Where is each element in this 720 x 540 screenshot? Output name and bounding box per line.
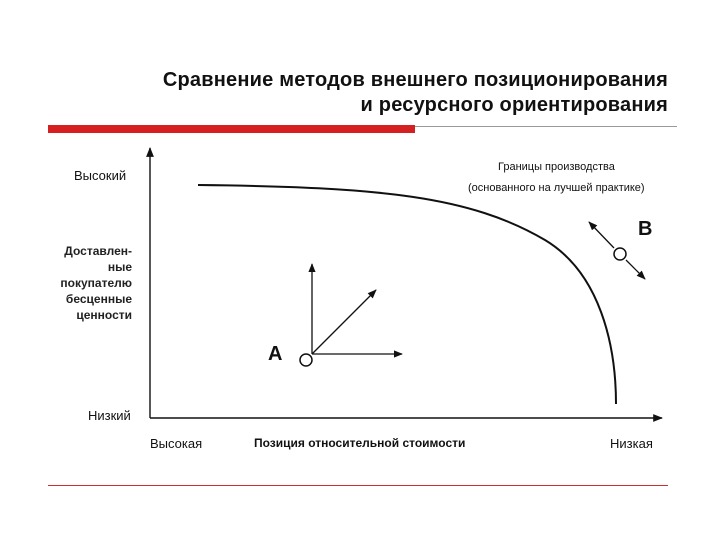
point-a-marker (300, 354, 312, 366)
point-a-label: A (268, 343, 283, 365)
b-arrow-downright (626, 260, 645, 279)
y-axis-title-line: ные (107, 260, 132, 274)
point-b-marker (614, 248, 626, 260)
y-axis-title-line: покупателю (60, 276, 132, 290)
point-b-label: B (638, 218, 653, 240)
title-line-2: и ресурсного ориентирования (360, 94, 668, 116)
y-axis-title-line: бесценные (65, 292, 132, 306)
x-axis-high-label: Высокая (150, 436, 203, 451)
x-axis-low-label: Низкая (610, 436, 653, 451)
production-frontier-curve (198, 185, 616, 404)
y-axis-title-line: ценности (76, 308, 132, 322)
title-line-1: Сравнение методов внешнего позиционирования (162, 69, 668, 91)
y-axis-low-label: Низкий (88, 408, 131, 423)
a-arrow-diagonal (312, 290, 376, 354)
frontier-label-line-2: (основанного на лучшей практике) (468, 182, 645, 194)
b-arrow-upleft (589, 222, 614, 248)
y-axis-title-line: Доставлен- (64, 244, 132, 258)
footer-divider-line (48, 485, 668, 486)
y-axis-title (30, 243, 132, 323)
y-axis-high-label: Высокий (74, 168, 127, 183)
x-axis-title: Позиция относительной стоимости (254, 436, 466, 450)
frontier-label-line-1: Границы производства (498, 161, 615, 173)
